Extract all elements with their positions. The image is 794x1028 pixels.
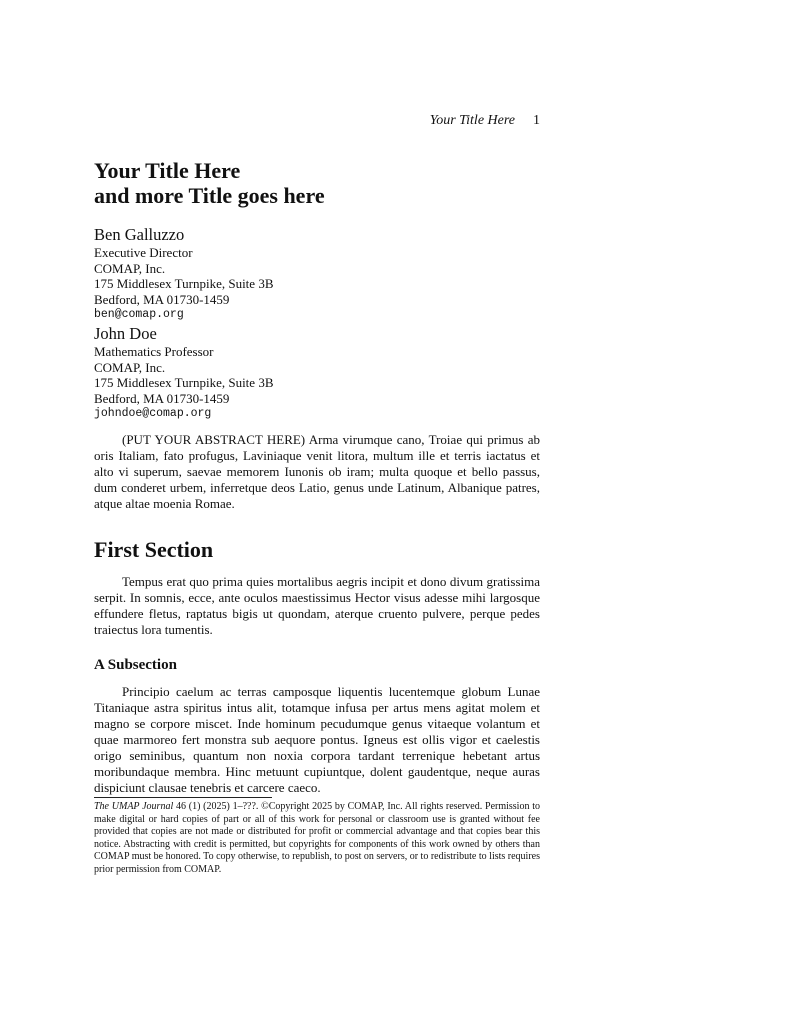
author-address-line-2: Bedford, MA 01730-1459 — [94, 291, 230, 307]
subsection-paragraph: Principio caelum ac terras camposque liquentis lucentemque globum Lunae Titaniaque astra spiritus intus alit, totamque infusa per artus mens agitat molem et magno se corpore miscet. Inde hominum pecudumque genus vitaeque volantum et quae marmoreo fert monstra sub aequore pontus. Igneus est ollis vigor et caelestis origo seminibus, quantum non noxia corpora tardant terrenique hebetant artus moribundaque membra. Hinc metuunt cupiuntque, dolent gaudentque, neque auras dispiciunt clausae tenebris et carcere caeco. — [94, 684, 540, 795]
title-line-2: and more Title goes here — [94, 183, 325, 208]
abstract: (PUT YOUR ABSTRACT HERE) Arma virumque cano, Troiae qui primus ab oris Italiam, fato profugus, Laviniaque venit litora, multum ille et terris iactatus et alto vi superum, saevae memorem Iunonis ob iram; multa quoque et bello passus, dum conderet urbem, inferretque deos Latio, genus unde Latinum, Albanique patres, atque altae moenia Romae. — [94, 432, 540, 511]
author-address-line-2: Bedford, MA 01730-1459 — [94, 390, 230, 406]
journal-citation: 46 (1) (2025) 1–???. ©Copyright 2025 by COMAP, Inc. All rights reserved. — [173, 801, 483, 812]
running-head — [94, 112, 540, 130]
author-block — [94, 225, 540, 422]
author-email: johndoe@comap.org — [94, 407, 212, 420]
copyright-footnote — [94, 801, 540, 876]
author-name: John Doe — [94, 324, 157, 343]
author-address-line-1: 175 Middlesex Turnpike, Suite 3B — [94, 276, 274, 291]
page-number: 1 — [533, 113, 540, 128]
author-2 — [94, 324, 540, 422]
author-position: Mathematics Professor — [94, 344, 214, 359]
permission-notice: Permission to make digital or hard copies of part or all of this work for personal or classroom use is granted without fee provided that copies are not made or distributed for profit or commercial advantage and that copies bear this notice. Abstracting with credit is permitted, but copyrights for components of this work owned by others than COMAP must be honored. To copy otherwise, to republish, to post on servers, or to redistribute to lists requires prior permission from COMAP. — [94, 801, 541, 875]
subsection-heading: A Subsection — [94, 657, 177, 673]
author-organization: COMAP, Inc. — [94, 260, 166, 276]
running-head-title: Your Title Here — [429, 113, 515, 128]
author-address-line-1: 175 Middlesex Turnpike, Suite 3B — [94, 375, 274, 390]
title-line-1: Your Title Here — [94, 158, 241, 183]
section-heading: First Section — [94, 537, 214, 562]
footnote-rule — [94, 797, 272, 798]
author-name: Ben Galluzzo — [94, 225, 185, 244]
journal-name: The UMAP Journal — [94, 801, 174, 812]
paper-title — [94, 158, 540, 208]
author-1 — [94, 225, 540, 323]
section-paragraph: Tempus erat quo prima quies mortalibus aegris incipit et dono divum gratissima serpit. In somnis, ecce, ante oculos maestissimus Hector visus adesse mihi largosque effundere fletus, raptatus bigis ut quondam, aterque cruento pulvere, perque pedes traiectus lora tumentis. — [94, 574, 540, 637]
author-email: ben@comap.org — [94, 308, 184, 321]
author-position: Executive Director — [94, 245, 193, 260]
author-organization: COMAP, Inc. — [94, 359, 166, 375]
